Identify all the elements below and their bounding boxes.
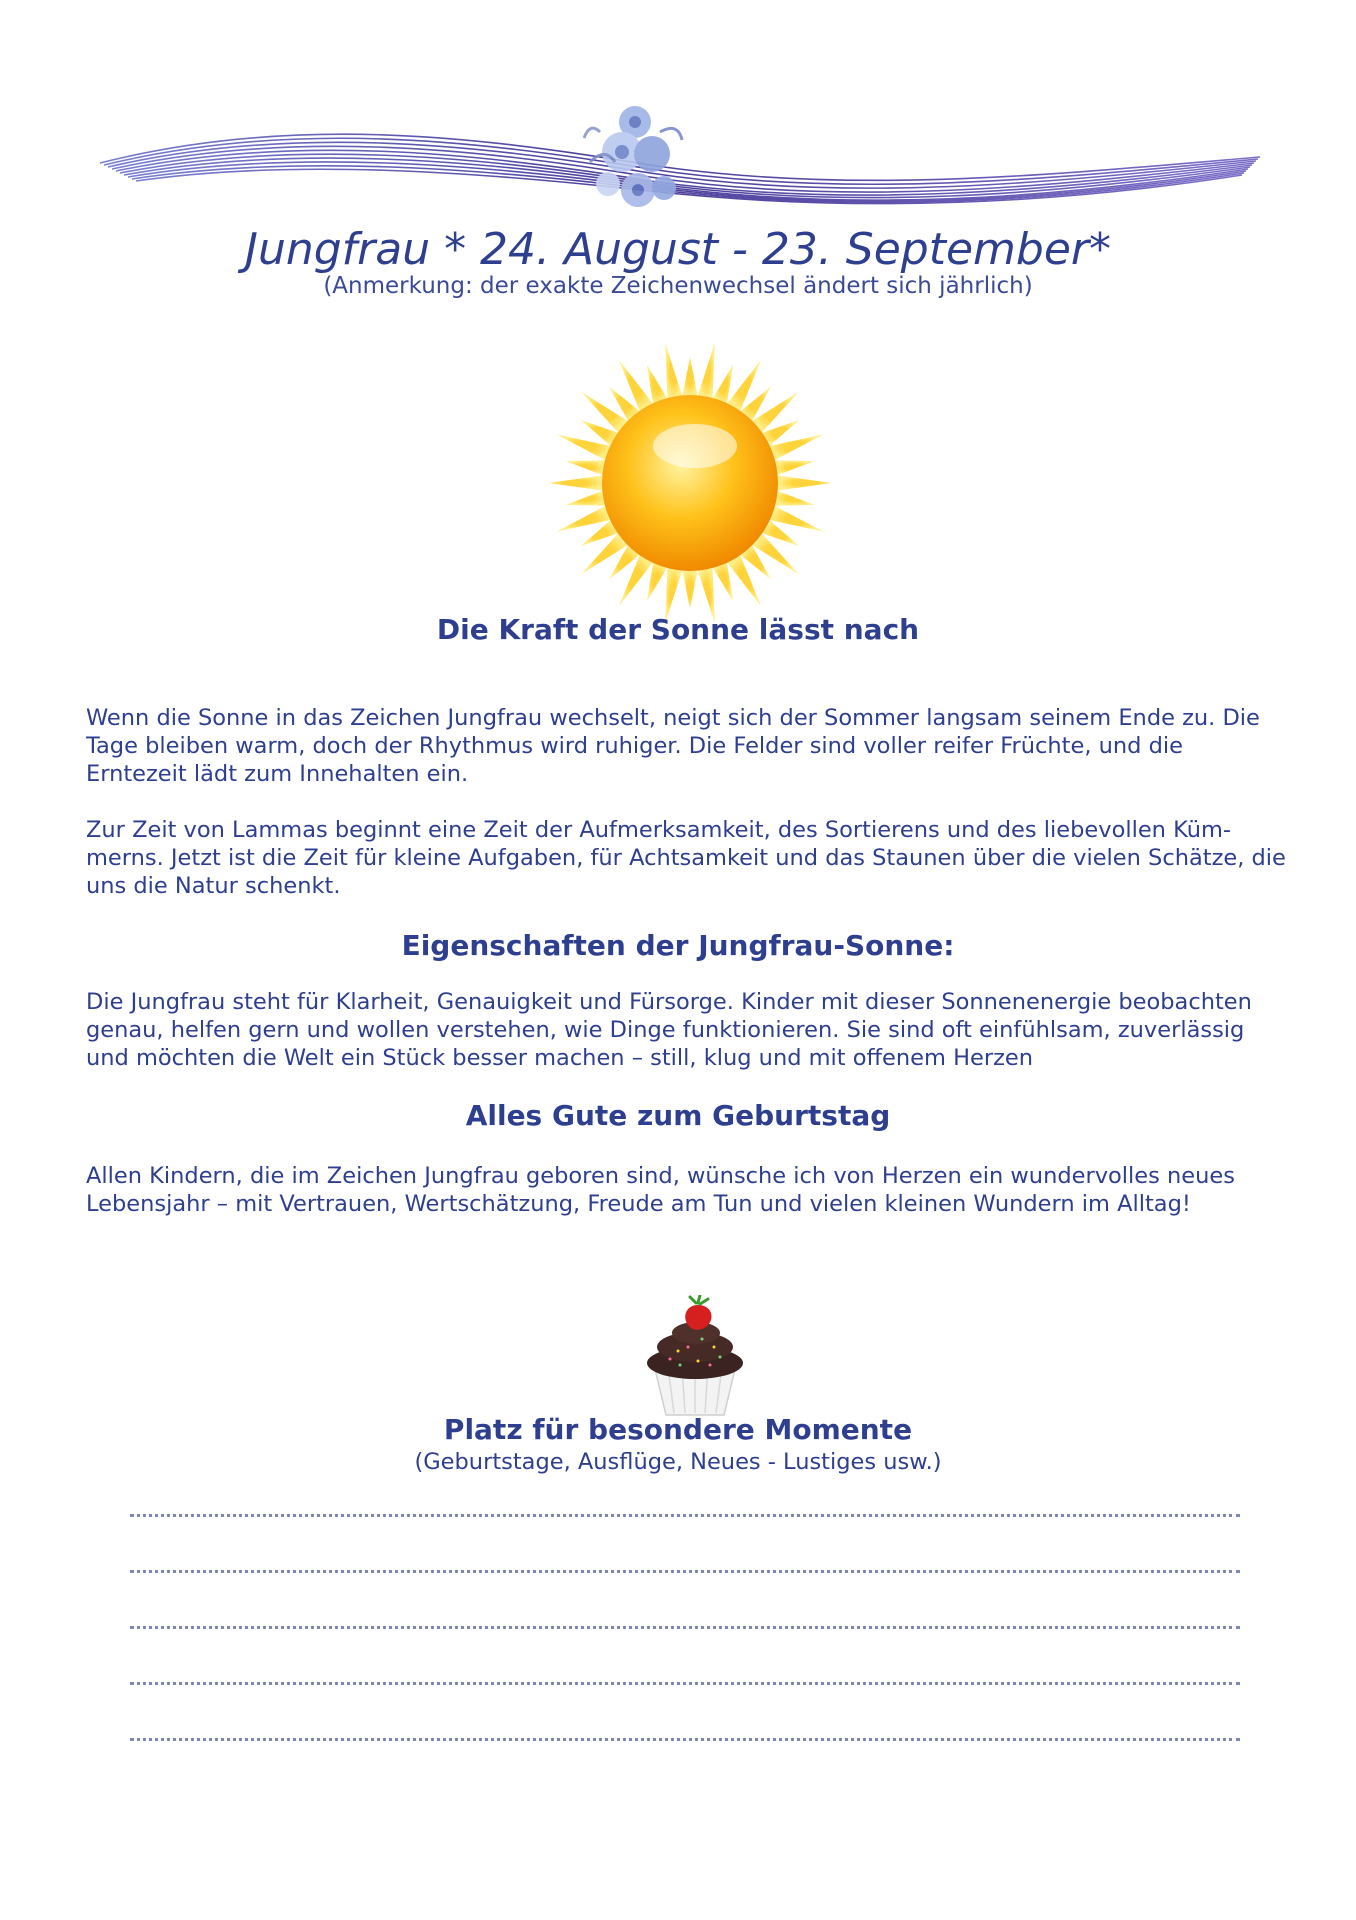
birthday-text: Allen Kindern, die im Zeichen Jungfrau geboren sind, wünsche ich von Herzen ein wundervolles neues Lebensjahr – mit Vertrauen, Wertschätzung, Freude am Tun und vielen kleinen Wundern im Alltag! (86, 1163, 1235, 1217)
sun-ray (713, 563, 733, 602)
writing-line[interactable] (130, 1570, 1240, 1573)
flower-ornament-icon (560, 92, 710, 222)
birthday-heading: Alles Gute zum Geburtstag (465, 1099, 891, 1132)
sun-ray (775, 460, 814, 475)
sun-ray (647, 563, 667, 602)
cupcake-icon (640, 1295, 750, 1425)
traits-heading: Eigenschaften der Jungfrau-Sonne: (401, 929, 955, 962)
sun-ray (548, 476, 602, 491)
intro-paragraph-2 (86, 816, 1286, 900)
sun-ray (566, 491, 605, 506)
sun-heading: Die Kraft der Sonne lässt nach (436, 613, 920, 646)
intro-text-1: Wenn die Sonne in das Zeichen Jungfrau wechselt, neigt sich der Sommer langsam seinem Ende zu. Die Tage bleiben warm, doch der Rhythmus wird ruhiger. Die Felder sind voller reifer Früchte, und die Erntezeit lädt zum Innehalten ein. (86, 705, 1260, 787)
intro-text-2: Zur Zeit von Lammas beginnt eine Zeit der Aufmerksamkeit, des Sortierens und des liebevollen Küm-merns. Jetzt ist die Zeit für kleine Aufgaben, für Achtsamkeit und das Staunen über die vielen Schätze, die uns die Natur schenkt. (86, 817, 1286, 899)
writing-line[interactable] (130, 1738, 1240, 1741)
sun-ray (713, 365, 733, 404)
writing-line[interactable] (130, 1514, 1240, 1517)
sun-ray (775, 491, 814, 506)
title-note: (Anmerkung: der exakte Zeichenwechsel ändert sich jährlich) (323, 273, 1033, 299)
sun-ray (698, 343, 715, 398)
page-title: Jungfrau * 24. August - 23. September* (244, 224, 1112, 275)
traits-text: Die Jungfrau steht für Klarheit, Genauigkeit und Fürsorge. Kinder mit dieser Sonnenenergie beobachten genau, helfen gern und wollen verstehen, wie Dinge funktionieren. Sie sind oft einfühlsam, zuverlässig und möchten die Welt ein Stück besser machen – still, klug und mit offenem Herzen (86, 989, 1252, 1071)
writing-line[interactable] (130, 1626, 1240, 1629)
moments-subtitle: (Geburtstage, Ausflüge, Neues - Lustiges usw.) (414, 1449, 942, 1475)
traits-paragraph (86, 988, 1286, 1072)
birthday-paragraph (86, 1162, 1286, 1218)
intro-paragraph-1 (86, 704, 1286, 788)
moments-heading: Platz für besondere Momente (443, 1413, 913, 1446)
sun-ray (647, 365, 667, 404)
writing-line[interactable] (130, 1682, 1240, 1685)
sun-ray (566, 460, 605, 475)
sun-ray (665, 343, 682, 398)
sun-ray (683, 357, 698, 395)
sun-ray (778, 476, 832, 491)
sun-ray (683, 571, 698, 609)
sun-icon (545, 338, 835, 628)
